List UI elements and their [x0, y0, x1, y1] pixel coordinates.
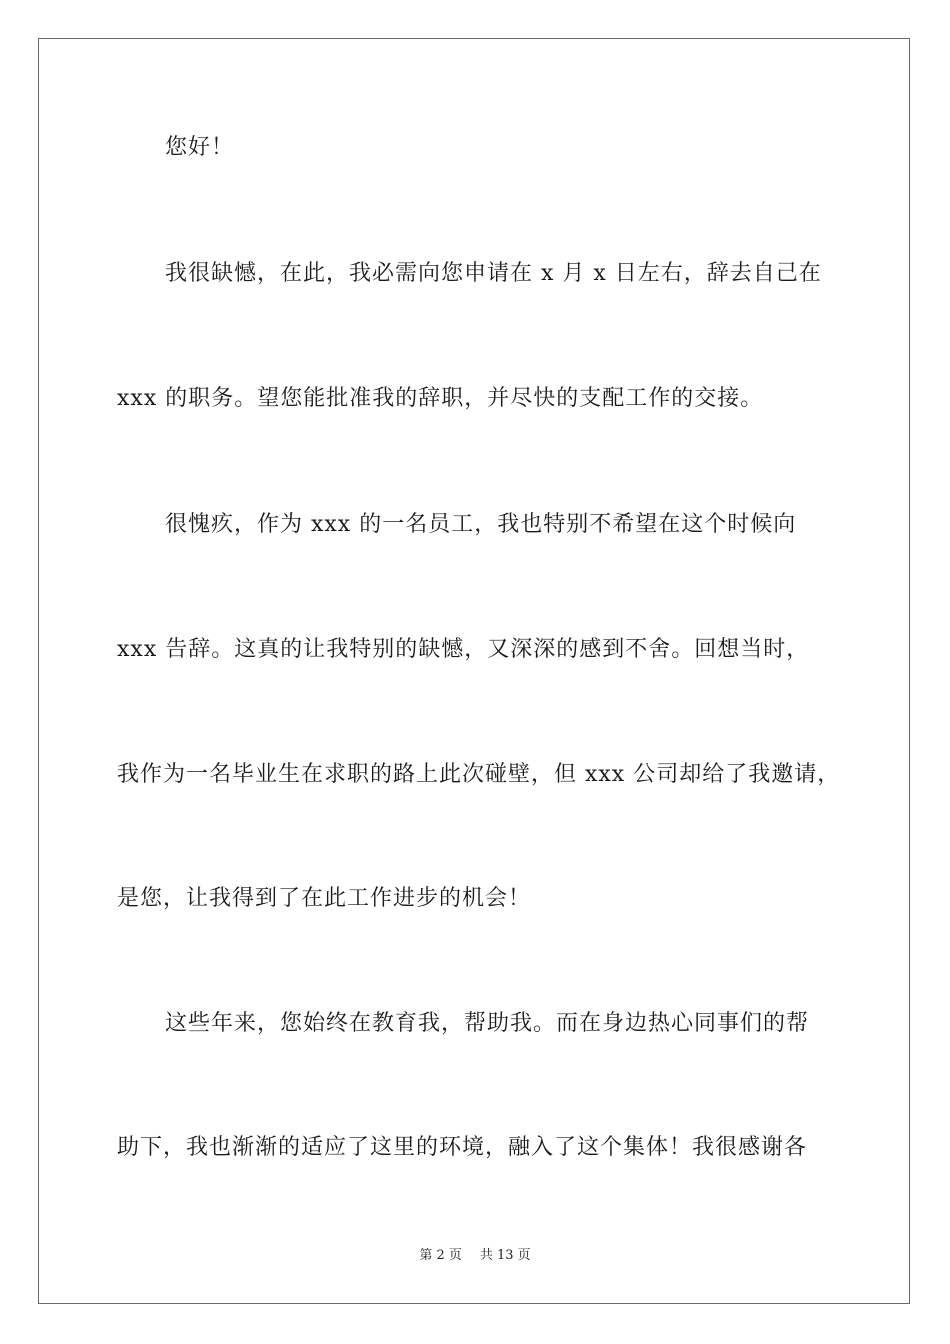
page-footer [0, 1247, 950, 1265]
body-line-3: 很愧疚，作为 xxx 的一名员工，我也特别不希望在这个时候向 [165, 512, 797, 537]
body-line-2: xxx 的职务。望您能批准我的辞职，并尽快的支配工作的交接。 [117, 386, 764, 411]
page-total: 共 13 页 [479, 1248, 531, 1263]
body-line-8: 助下，我也渐渐的适应了这里的环境，融入了这个集体！我很感谢各 [117, 1135, 808, 1160]
body-line-4: xxx 告辞。这真的让我特别的缺憾，又深深的感到不舍。回想当时， [117, 637, 810, 662]
body-line-1: 我很缺憾，在此，我必需向您申请在 x 月 x 日左右，辞去自己在 [165, 261, 822, 286]
body-line-6: 是您，让我得到了在此工作进步的机会！ [117, 886, 532, 911]
body-line-5: 我作为一名毕业生在求职的路上此次碰壁，但 xxx 公司却给了我邀请， [117, 762, 841, 787]
page-border [38, 38, 910, 1304]
page-number: 第 2 页 [419, 1248, 462, 1263]
body-line-7: 这些年来，您始终在教育我，帮助我。而在身边热心同事们的帮 [165, 1011, 810, 1036]
greeting-line: 您好！ [165, 135, 235, 160]
